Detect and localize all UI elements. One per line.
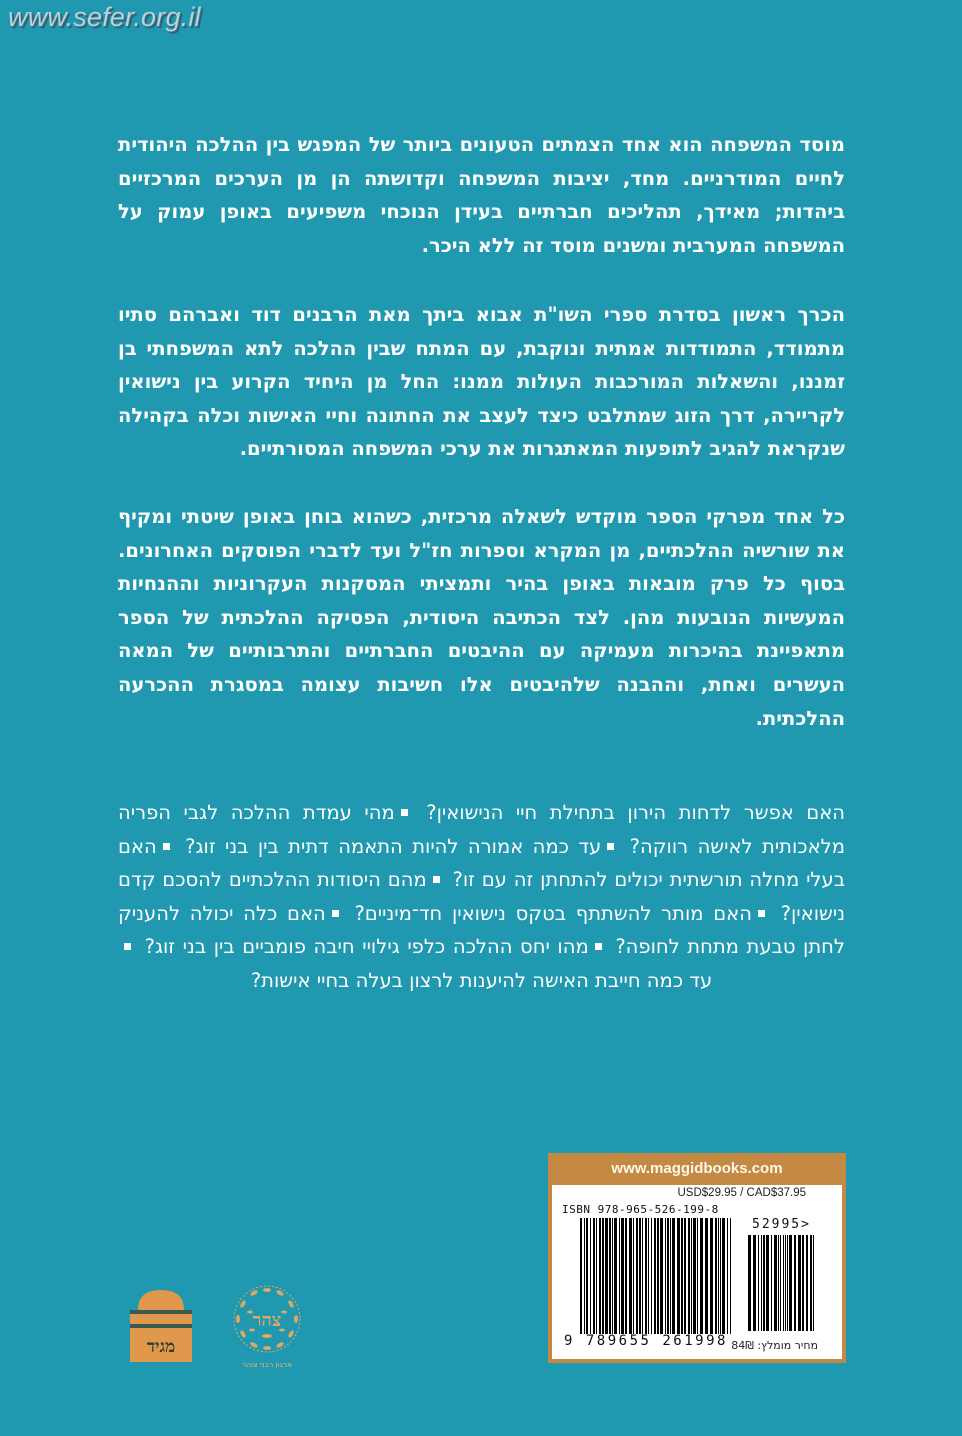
price-usd-cad: USD$29.95 / CAD$37.95 [677,1187,806,1199]
barcode-bar [651,1218,652,1334]
ean-digits: 9 789655 261998 [564,1333,728,1349]
questions-text [118,796,845,998]
question-item: האם בעלי מחלה תורשתית יכולים להתחתן זה עם זו? [118,834,845,892]
barcode-bar [672,1218,675,1334]
barcode-bar [705,1218,708,1334]
ean-barcode [580,1218,740,1334]
barcode-bar [629,1218,632,1334]
svg-text:מגיד: מגיד [146,1337,176,1357]
zahar-logo-icon [232,1284,302,1354]
question-item: מהם היסודות ההלכתיים להסכם קדם נישואין? [118,868,845,925]
barcode-bar [648,1218,649,1334]
barcode-bar [625,1218,627,1334]
barcode-bar [798,1235,801,1331]
maggid-logo [126,1288,196,1364]
maggid-logo-icon [126,1288,196,1364]
barcode-bar [720,1218,721,1334]
zahar-caption: ארגון רבני צוהר [241,1360,293,1369]
question-item: עד כמה חייבת האישה להיענות לרצון בעלה בחיי אישות? [250,968,713,992]
barcode-bar [670,1218,671,1334]
barcode-bar [806,1235,808,1331]
question-separator-icon [595,943,602,950]
barcode-bar [633,1218,634,1334]
barcode-bar [681,1218,683,1334]
isbn-barcode-block [548,1153,846,1363]
barcode-bar [766,1235,769,1331]
barcode-bar [665,1218,666,1334]
isbn-number: ISBN 978-965-526-199-8 [562,1203,719,1216]
question-item: האם מותר להשתתף בטקס נישואין חד־מיניים? [354,901,752,925]
barcode-bar [783,1235,784,1331]
barcode-bar [780,1235,782,1331]
barcode-bar [654,1218,656,1334]
barcode-bar [748,1235,751,1331]
barcode-bar [580,1218,582,1334]
barcode-bar [602,1218,604,1334]
barcode-bar [794,1235,796,1331]
paragraph-text: כל אחד מפרקי הספר מוקדש לשאלה מרכזית, כשהוא בוחן באופן שיטתי ומקיף את שורשיה ההלכתיים, מן המקרא וספרות חז"ל ועד לדברי הפוסקים האחרונים. בסוף כל פרק מובאות באופן בהיר ותמציתי המסקנות העקרוניות וההנחיות המעשיות הנובעות מהן. לצד הכתיבה היסודית, הפסיקה ההלכתית של הספר מתאפיינת בהיכרות מעמיקה עם ההיבטים החברתיים והתרבותיים של המאה העשרים ואחת, וההבנה שלהיבטים אלו חשיבות עצומה במסגרת ההכרעה ההלכתית. [118,505,845,730]
barcode-bar [697,1218,698,1334]
addon-barcode [748,1235,816,1331]
barcode-bar [753,1235,756,1331]
barcode-bar [787,1235,788,1331]
blurb-paragraph-1 [118,128,845,262]
paragraph-text: מוסד המשפחה הוא אחד הצמתים הטעונים ביותר של המפגש בין ההלכה היהודית לחיים המודרניים. מחד, יציבות המשפחה וקדושתה הן מן הערכים המרכזיים ביהדות; מאידך, תהליכים חברתיים בעידן הנוכחי משפיעים באופן עמוק על המשפחה המערבית ומשנים מוסד זה ללא היכר. [118,133,845,257]
barcode-bar [785,1235,786,1331]
barcode-bar [593,1218,595,1334]
barcode-bar [715,1218,717,1334]
barcode-bar [810,1235,812,1331]
barcode-bar [612,1218,613,1334]
watermark-url: www.sefer.org.il [8,2,201,32]
barcode-bar [590,1218,591,1334]
barcode-bar [684,1218,686,1334]
barcode-bar [802,1235,804,1331]
question-separator-icon [433,876,440,883]
barcode-bar [621,1218,624,1334]
question-item: האם אפשר לדחות הירון בתחילת חיי הנישואין? [426,801,846,824]
publisher-website: www.maggidbooks.com [611,1160,783,1177]
barcode-bar [730,1218,731,1334]
barcode-bar [584,1218,585,1334]
barcode-bar [677,1218,680,1334]
sample-questions [118,796,845,998]
barcode-bar [660,1218,663,1334]
blurb-paragraph-3 [118,500,845,735]
barcode-bar [727,1218,728,1334]
question-separator-icon [758,910,765,917]
barcode-bar [657,1218,659,1334]
paragraph-text-end: מאת הרבנים דוד ואברהם סתיו מתמודד, התמודדות אמתית ונוקבת, עם המתח שבין ההלכה לתא המשפחתי בן זמננו, והשאלות המורכבות העולות ממנו: החל מן היחיד הקרוע בין נישואין לקריירה, דרך הזוג שמתלבט כיצד לעצב את החתונה וחיי האישות וכלה בקהילה שנקראת להגיב לתופעות המאתגרות את ערכי המשפחה המסורתיים. [118,303,845,461]
barcode-bar [605,1218,608,1334]
barcode-bar [609,1218,611,1334]
question-item: עד כמה אמורה להיות התאמה דתית בין בני זוג? [185,834,602,858]
question-item: האם כלה יכולה להעניק לחתן טבעת מתחת לחופה? [118,901,846,959]
paragraph-text-start: הכרך ראשון בסדרת ספרי השו"ת [522,303,845,326]
barcode-bar [774,1235,777,1331]
barcode-bar [614,1218,617,1334]
barcode-bar [763,1235,765,1331]
barcode-bar [599,1218,601,1334]
barcode-panel [552,1185,842,1359]
question-separator-icon [163,843,170,850]
svg-text:צהר: צהר [252,1310,282,1331]
question-separator-icon [401,809,408,816]
barcode-bar [642,1218,643,1334]
barcode-bar [688,1218,690,1334]
barcode-bar [645,1218,647,1334]
question-separator-icon [332,910,339,917]
barcode-bar [700,1218,703,1334]
barcode-bar [667,1218,669,1334]
barcode-bar [718,1218,719,1334]
question-item: מהו יחס ההלכה כלפי גילויי חיבה פומביים בין בני זוג? [144,935,589,959]
question-separator-icon [124,943,131,950]
barcode-bar [691,1218,692,1334]
recommended-price: מחיר מומלץ: 84₪ [731,1339,818,1352]
barcode-bar [771,1235,772,1331]
barcode-bar [619,1218,620,1334]
barcode-bar [636,1218,638,1334]
barcode-bar [639,1218,641,1334]
question-item: מהי עמדת ההלכה לגבי הפריה מלאכותית לאישה רווקה? [118,801,845,858]
barcode-bar [813,1235,814,1331]
zahar-logo [232,1284,302,1374]
barcode-bar [778,1235,779,1331]
paragraph-text [118,298,845,466]
barcode-bar [789,1235,792,1331]
addon-code: 52995> [752,1217,811,1232]
barcode-bar [722,1218,725,1334]
barcode-bar [710,1218,713,1334]
blurb-paragraph-2 [118,298,845,466]
barcode-bar [693,1218,696,1334]
barcode-bar [596,1218,597,1334]
barcode-bar [586,1218,588,1334]
question-separator-icon [607,843,614,850]
barcode-bar [761,1235,762,1331]
book-title: אבוא ביתך [422,303,523,326]
barcode-bar [758,1235,759,1331]
